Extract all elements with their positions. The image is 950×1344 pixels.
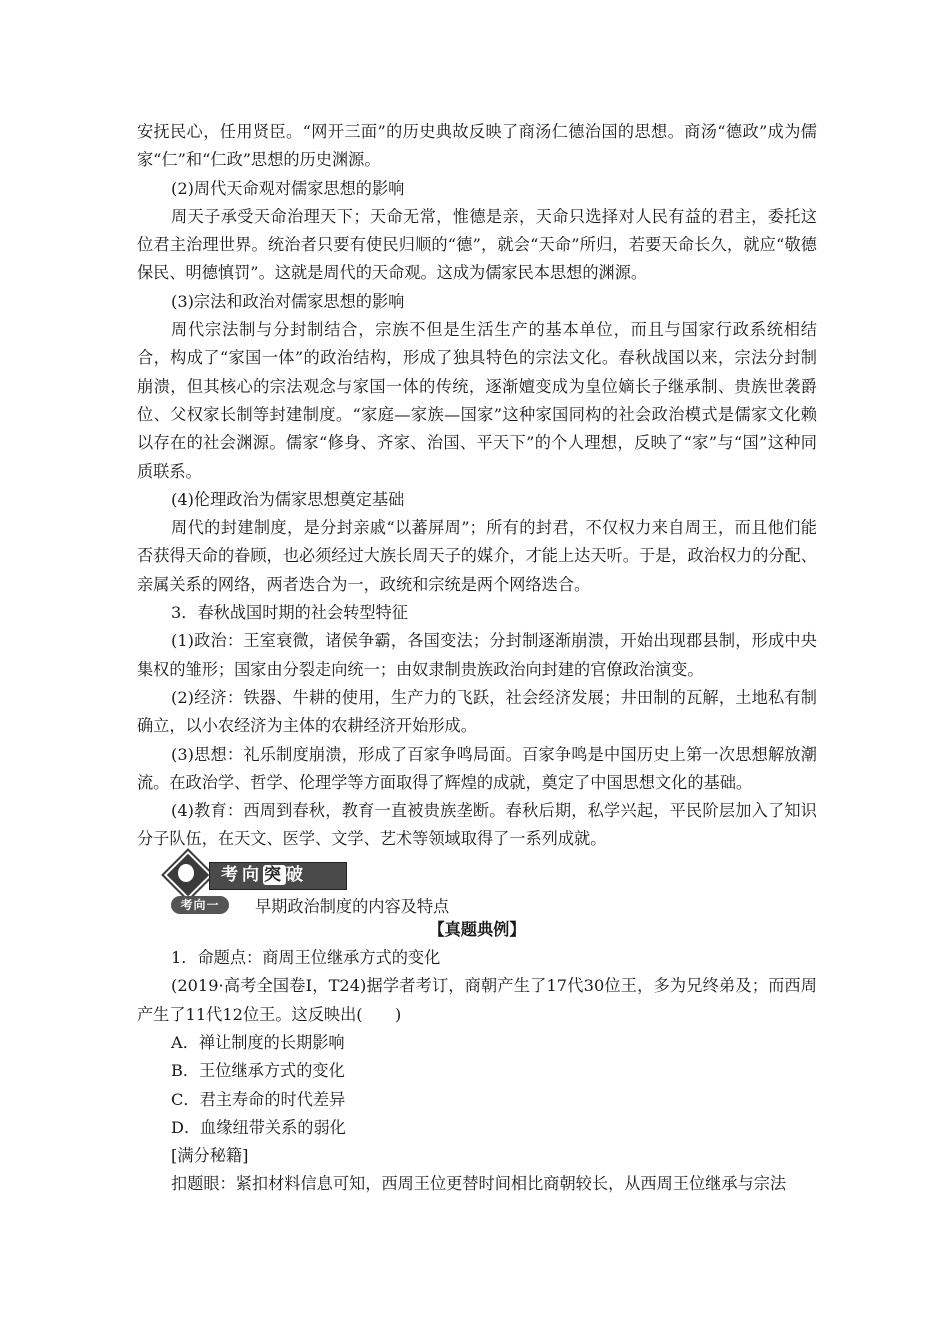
paragraph: (4)教育：西周到春秋，教育一直被贵族垄断。春秋后期，私学兴起，平民阶层加入了知识分子队伍，在天文、医学、文学、艺术等领域取得了一系列成就。: [137, 801, 817, 849]
paragraph: 周代宗法制与分封制结合，宗族不但是生活生产的基本单位，而且与国家行政系统相结合，构成了“家国一体”的政治结构，形成了独具特色的宗法文化。春秋战国以来，宗法分封制崩溃，但其核心的宗法观念与家国一体的传统，逐渐嬗变成为皇位嫡长子继承制、贵族世袭爵位、父权家长制等封建制度。“家庭—家族—国家”这种家国同构的社会政治模式是儒家文化赖以存在的社会渊源。儒家“修身、齐家、治国、平天下”的个人理想，反映了“家”与“国”这种同质联系。: [137, 320, 817, 481]
paragraph: 周天子承受天命治理天下；天命无常，惟德是亲，天命只选择对人民有益的君主，委托这位君主治理世界。统治者只要有使民归顺的“德”，就会“天命”所归，若要天命长久，就应“敬德保民、明德慎罚”。这就是周代的天命观。这成为儒家民本思想的渊源。: [137, 206, 817, 283]
kaoxiang-tupo-banner: [171, 860, 347, 890]
paragraph: [满分秘籍]: [171, 1146, 249, 1166]
section-banner-area: [137, 856, 817, 916]
document-page: [137, 118, 817, 1199]
banner-title: 考向突破: [221, 864, 307, 885]
subsection-heading: [171, 894, 449, 916]
bottom-section: [137, 944, 817, 1199]
paragraph: (3)宗法和政治对儒家思想的影响: [171, 291, 405, 311]
section-title: 【真题典例】: [428, 919, 526, 939]
paragraph: (4)伦理政治为儒家思想奠定基础: [171, 489, 405, 509]
paragraph: B．王位继承方式的变化: [171, 1061, 345, 1081]
paragraph: 3．春秋战国时期的社会转型特征: [171, 603, 408, 623]
paragraph: (1)政治：王室衰微，诸侯争霸，各国变法；分封制逐渐崩溃，开始出现郡县制，形成中央集权的雏形；国家由分裂走向统一；由奴隶制贵族政治向封建的官僚政治演变。: [137, 631, 817, 679]
paragraph: 周代的封建制度，是分封亲戚“以蕃屏周”；所有的封君，不仅权力来自周王，而且他们能否获得天命的眷顾，也必须经过大族长周天子的媒介，才能上达天听。于是，政治权力的分配、亲属关系的网络，两者迭合为一，政统和宗统是两个网络迭合。: [137, 518, 817, 594]
paragraph: (2)周代天命观对儒家思想的影响: [171, 178, 405, 198]
paragraph: 1．命题点：商周王位继承方式的变化: [171, 948, 441, 968]
paragraph: A．禅让制度的长期影响: [171, 1032, 345, 1052]
paragraph: 扣题眼：紧扣材料信息可知，西周王位更替时间相比商朝较长，从西周王位继承与宗法: [171, 1174, 787, 1194]
lightbulb-icon: [178, 864, 194, 882]
paragraph: (2019·高考全国卷Ⅰ，T24)据学者考订，商朝产生了17代30位王，多为兄终弟及；而西周产生了11代12位王。这反映出( ): [137, 976, 817, 1024]
paragraph: (2)经济：铁器、牛耕的使用，生产力的飞跃，社会经济发展；井田制的瓦解，土地私有制确立，以小农经济为主体的农耕经济开始形成。: [137, 687, 817, 736]
top-section: [137, 118, 817, 854]
paragraph: D．血缘纽带关系的弱化: [171, 1117, 346, 1137]
subsection-title: 早期政治制度的内容及特点: [255, 896, 450, 916]
kaoxiang-tag: 考向一: [171, 896, 229, 914]
paragraph: C．君主寿命的时代差异: [171, 1089, 346, 1109]
paragraph: (3)思想：礼乐制度崩溃，形成了百家争鸣局面。百家争鸣是中国历史上第一次思想解放潮流。在政治学、哲学、伦理学等方面取得了辉煌的成就，奠定了中国思想文化的基础。: [137, 744, 817, 792]
paragraph: 安抚民心，任用贤臣。“网开三面”的历史典故反映了商汤仁德治国的思想。商汤“德政”成为儒家“仁”和“仁政”思想的历史渊源。: [137, 122, 817, 170]
